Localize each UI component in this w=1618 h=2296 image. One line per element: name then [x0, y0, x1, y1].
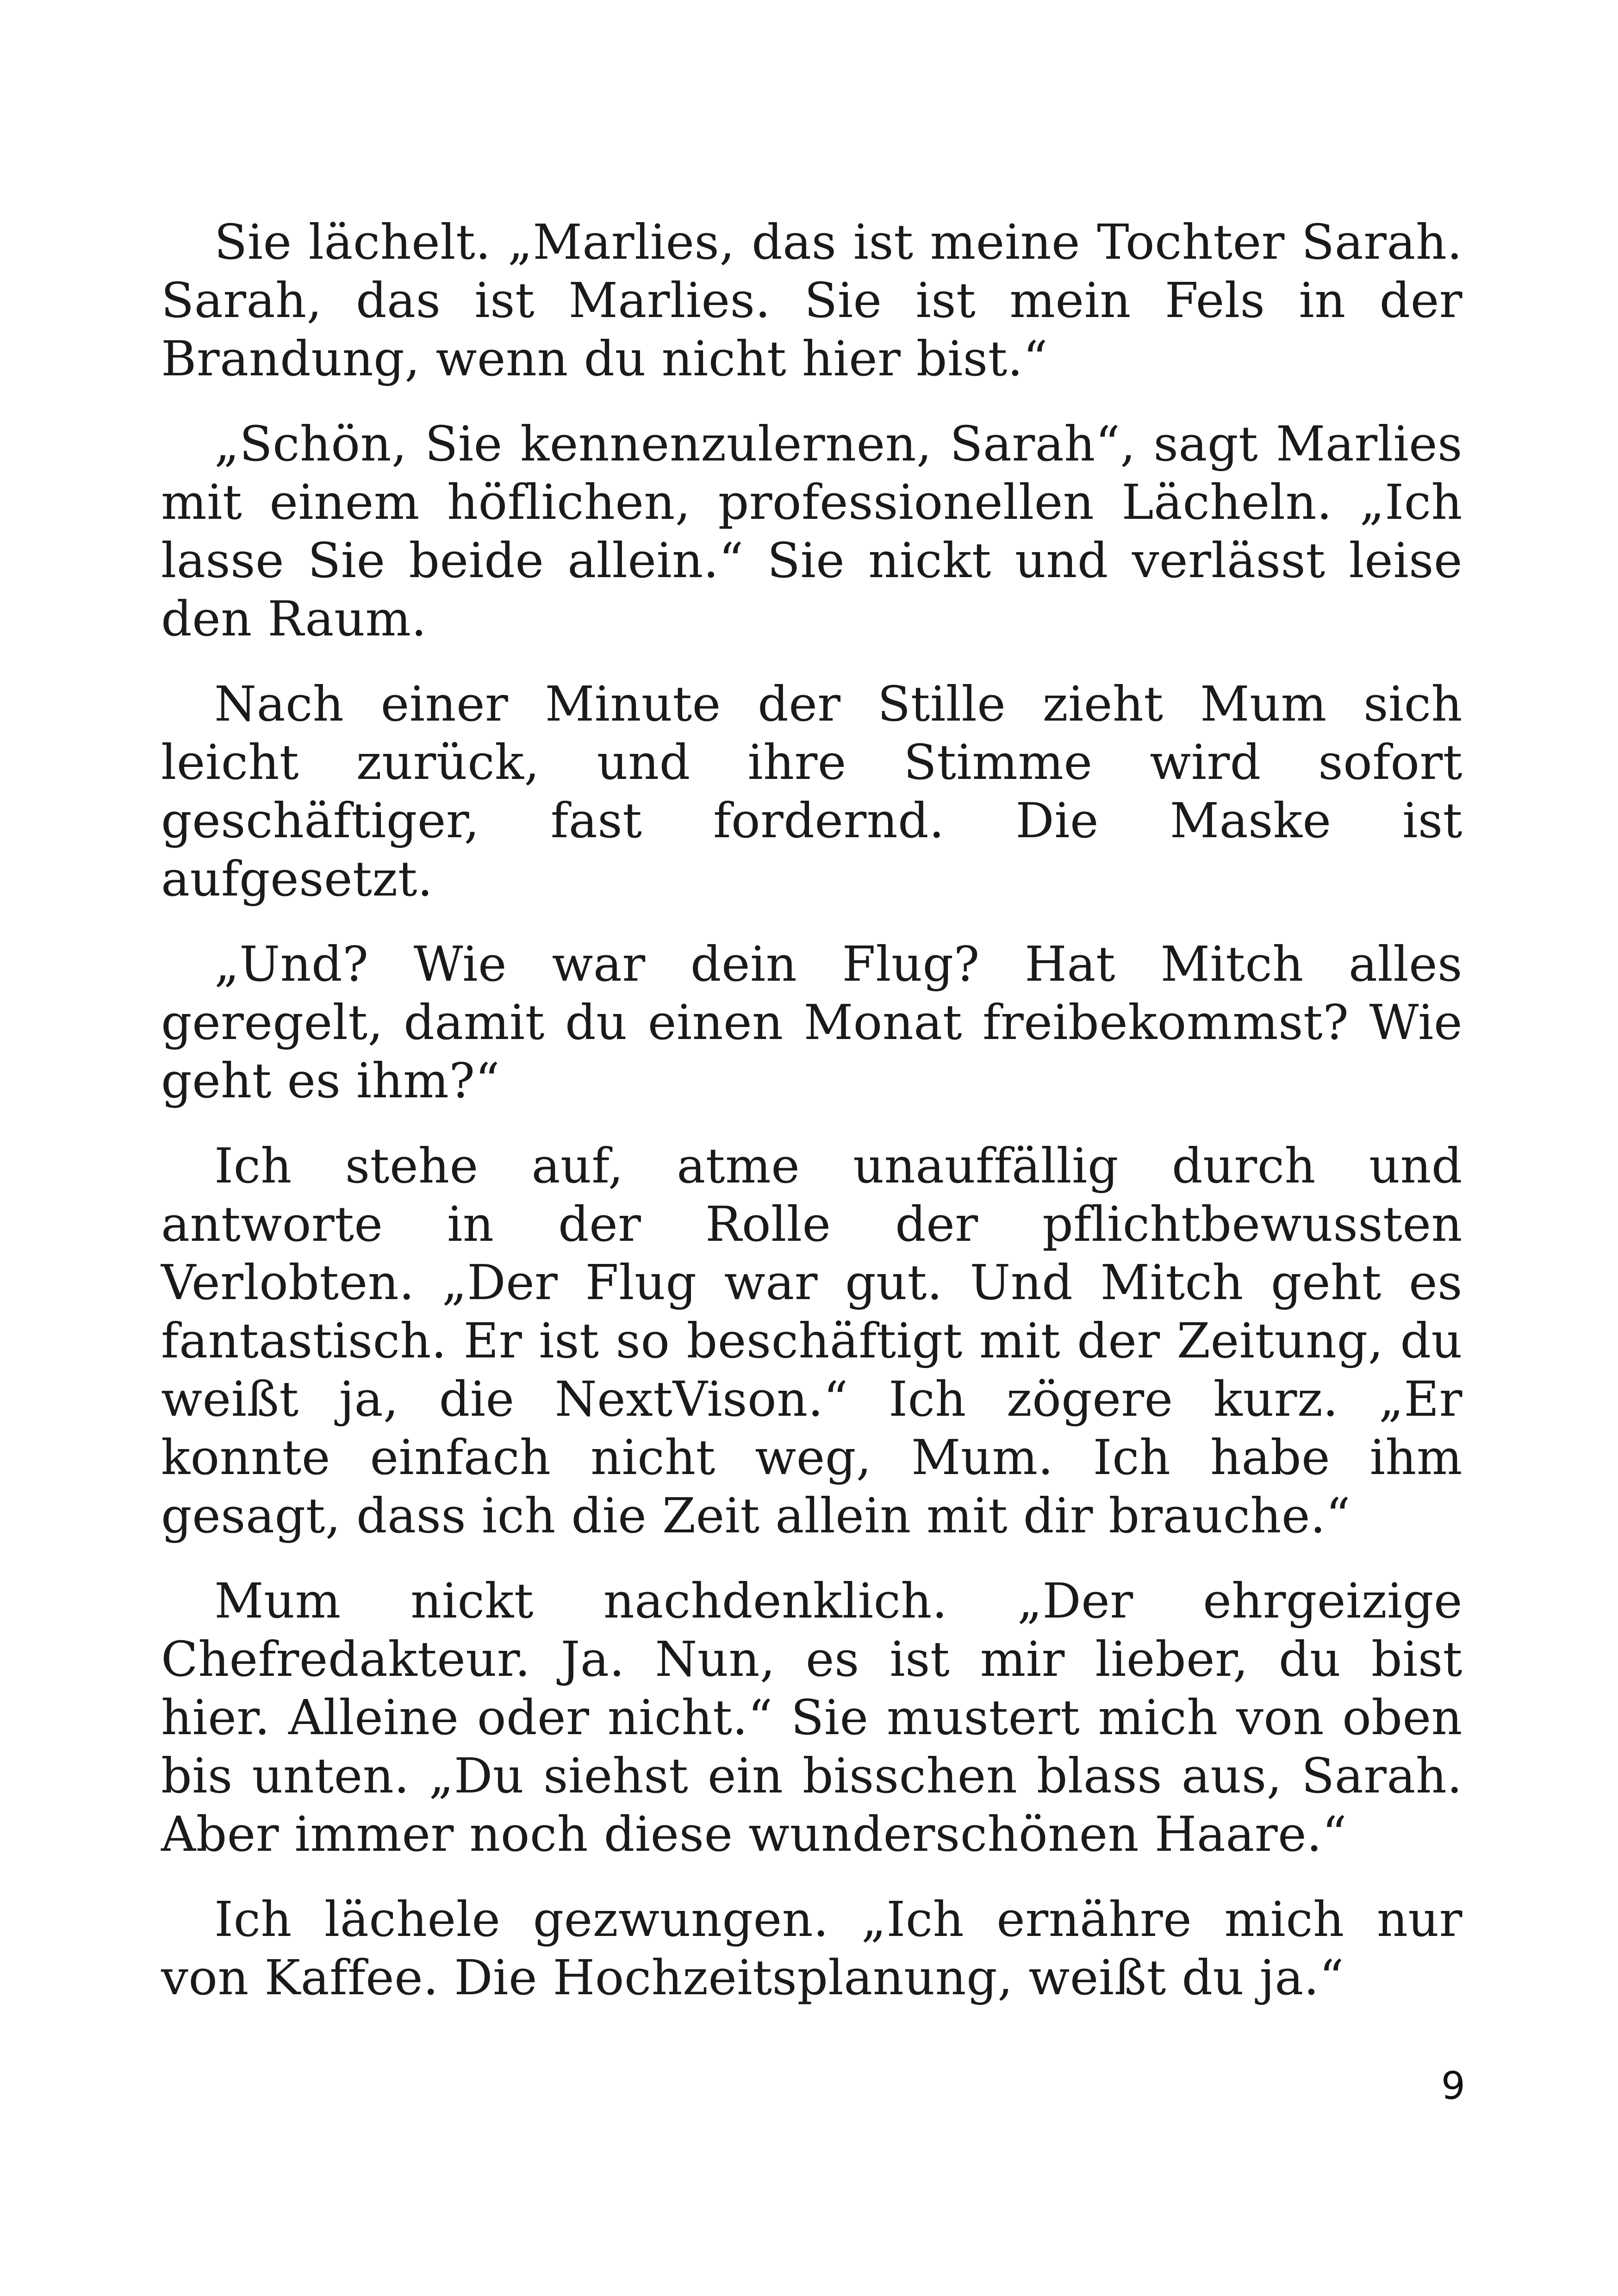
paragraph: Ich lächele gezwungen. „Ich ernähre mich nur von Kaffee. Die Hochzeitsplanung, weißt du ja.“	[161, 1891, 1462, 2006]
paragraph: Mum nickt nachdenklich. „Der ehrgeizige Chefredakteur. Ja. Nun, es ist mir lieber, du bist hier. Alleine oder nicht.“ Sie mustert mich von oben bis unten. „Du siehst ein bisschen blass aus, Sarah. Aber immer noch diese wunderschönen Haare.“	[161, 1573, 1462, 1862]
paragraph: „Schön, Sie kennenzulernen, Sarah“, sagt Marlies mit einem höflichen, professionellen Lächeln. „Ich lasse Sie beide allein.“ Sie nickt und verlässt leise den Raum.	[161, 416, 1462, 647]
page-body	[161, 213, 1462, 2034]
paragraph: „Und? Wie war dein Flug? Hat Mitch alles geregelt, damit du einen Monat freibekommst? Wie geht es ihm?“	[161, 936, 1462, 1109]
paragraph: Ich stehe auf, atme unauffällig durch und antworte in der Rolle der pflichtbewussten Verlobten. „Der Flug war gut. Und Mitch geht es fantastisch. Er ist so beschäftigt mit der Zeitung, du weißt ja, die NextVison.“ Ich zögere kurz. „Er konnte einfach nicht weg, Mum. Ich habe ihm gesagt, dass ich die Zeit allein mit dir brauche.“	[161, 1138, 1462, 1544]
paragraph: Sie lächelt. „Marlies, das ist meine Tochter Sarah. Sarah, das ist Marlies. Sie ist mein Fels in der Brandung, wenn du nicht hier bist.“	[161, 214, 1462, 387]
page-number: 9	[1441, 2064, 1465, 2108]
paragraph: Nach einer Minute der Stille zieht Mum sich leicht zurück, und ihre Stimme wird sofort geschäftiger, fast fordernd. Die Maske ist aufgesetzt.	[161, 676, 1462, 907]
